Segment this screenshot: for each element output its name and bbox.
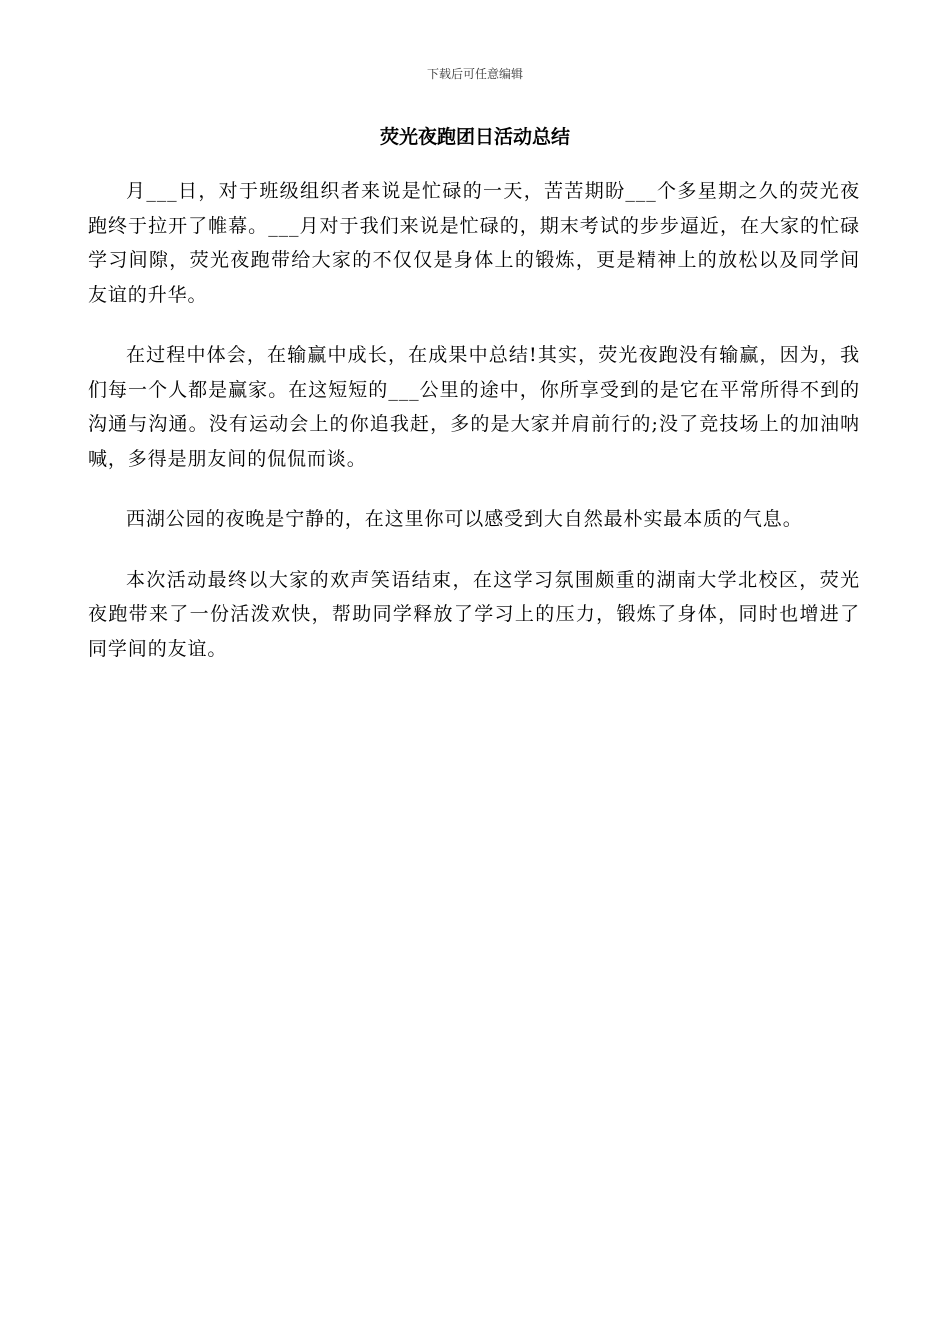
- paragraph-1: 月___日，对于班级组织者来说是忙碌的一天，苦苦期盼___个多星期之久的荧光夜跑终于拉开了帷幕。___月对于我们来说是忙碌的，期末考试的步步逼近，在大家的忙碌学习间隙，荧光夜跑带给大家的不仅仅是身体上的锻炼，更是精神上的放松以及同学间友谊的升华。: [88, 180, 860, 306]
- paragraph-2: 在过程中体会，在输赢中成长，在成果中总结!其实，荧光夜跑没有输赢，因为，我们每一个人都是赢家。在这短短的___公里的途中，你所享受到的是它在平常所得不到的沟通与沟通。没有运动会上的你追我赶，多的是大家并肩前行的;没了竞技场上的加油呐喊，多得是朋友间的侃侃而谈。: [88, 344, 860, 470]
- header-note: 下载后可任意编辑: [426, 67, 523, 81]
- paragraph-3: 西湖公园的夜晚是宁静的，在这里你可以感受到大自然最朴实最本质的气息。: [126, 508, 803, 530]
- document-title: 荧光夜跑团日活动总结: [379, 126, 570, 148]
- document-body: [88, 174, 860, 692]
- paragraph-4: 本次活动最终以大家的欢声笑语结束，在这学习氛围颇重的湖南大学北校区，荧光夜跑带来了一份活泼欢快，帮助同学释放了学习上的压力，锻炼了身体，同时也增进了同学间的友谊。: [88, 568, 860, 660]
